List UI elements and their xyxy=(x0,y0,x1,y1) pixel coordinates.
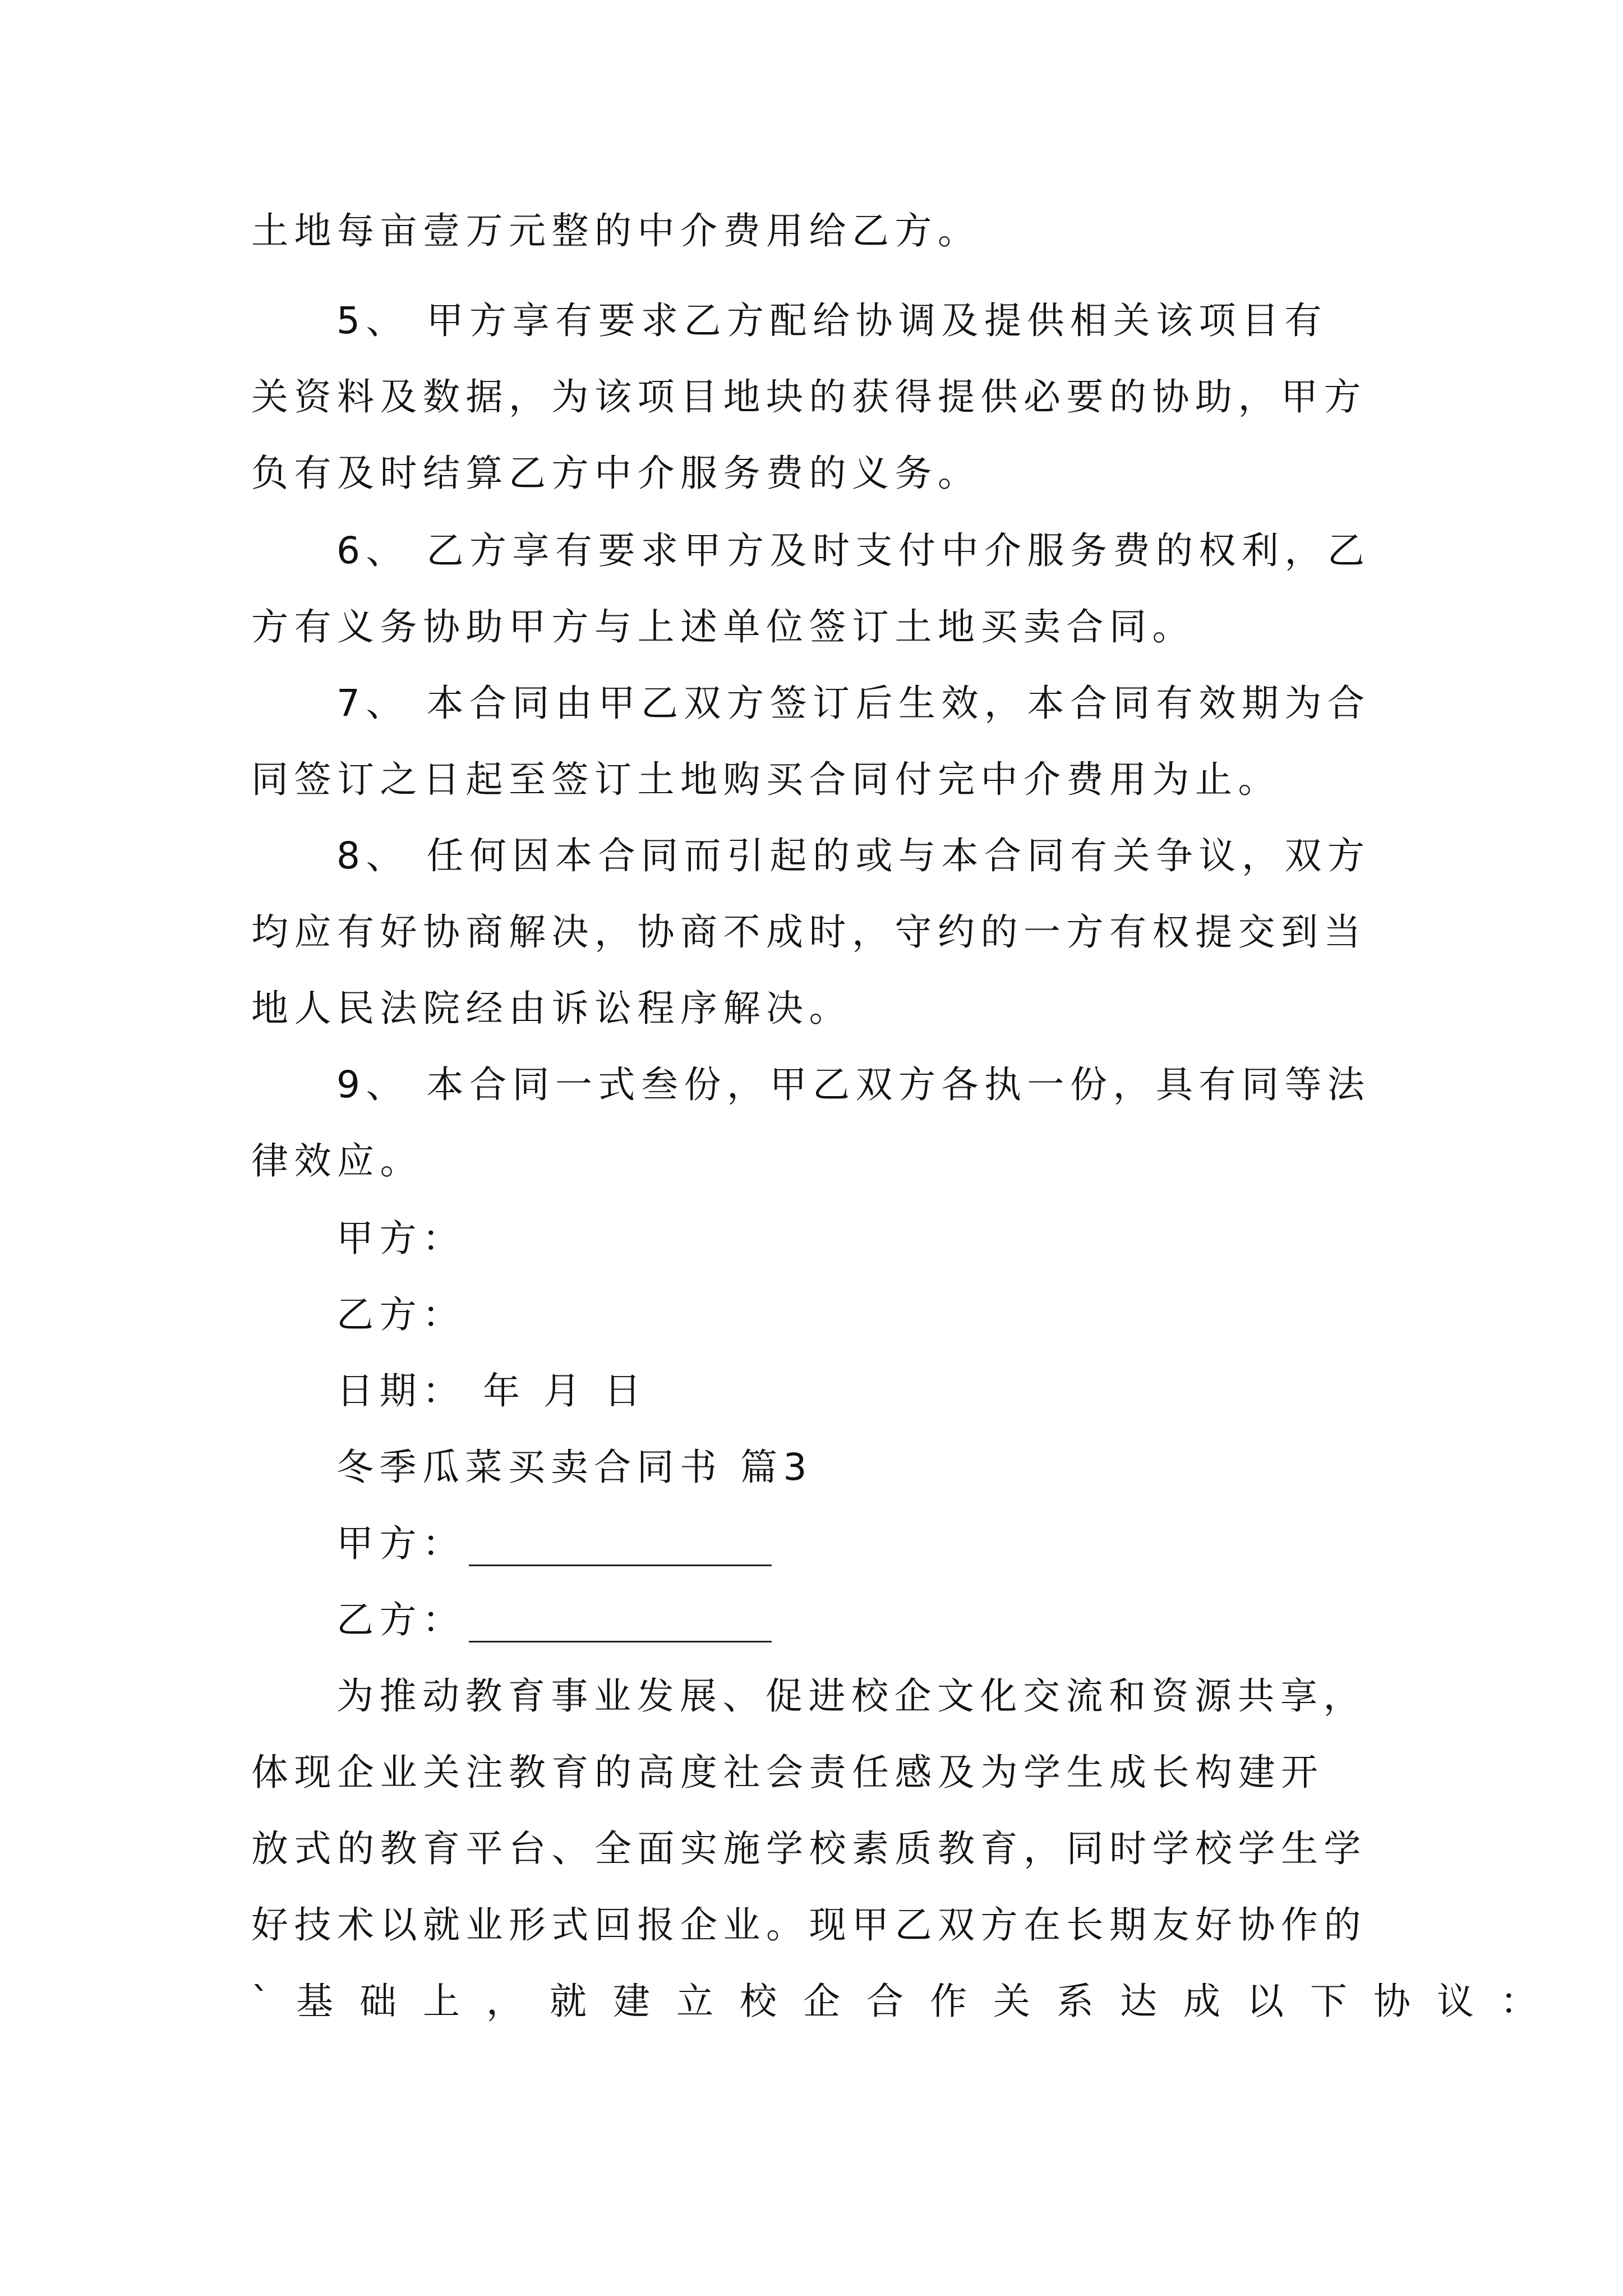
clause-8-line-2: 均应有好协商解决，协商不成时，守约的一方有权提交到当 xyxy=(251,910,1367,954)
paragraph-4-tail: 土地每亩壹万元整的中介费用给乙方。 xyxy=(251,209,981,252)
clause-5-line-1: 5、 甲方享有要求乙方配给协调及提供相关该项目有 xyxy=(336,299,1327,342)
clause-9-line-1: 9、 本合同一式叁份，甲乙双方各执一份，具有同等法 xyxy=(336,1063,1371,1106)
intro-line-1: 为推动教育事业发展、促进校企文化交流和资源共享， xyxy=(336,1674,1366,1718)
section-title: 冬季瓜菜买卖合同书 篇3 xyxy=(336,1446,813,1489)
intro-line-3: 放式的教育平台、全面实施学校素质教育，同时学校学生学 xyxy=(251,1827,1367,1870)
clause-9-line-2: 律效应。 xyxy=(251,1139,423,1182)
signature-party-a: 甲方： xyxy=(336,1217,465,1260)
party-a-label: 甲方： xyxy=(336,1522,465,1565)
clause-8-line-1: 8、 任何因本合同而引起的或与本合同有关争议，双方 xyxy=(336,834,1371,877)
party-b-field xyxy=(336,1598,772,1642)
party-a-blank-line xyxy=(469,1531,772,1566)
signature-date: 日期： 年 月 日 xyxy=(336,1369,647,1412)
clause-8-line-3: 地人民法院经由诉讼程序解决。 xyxy=(251,987,852,1030)
clause-6-line-2: 方有义务协助甲方与上述单位签订土地买卖合同。 xyxy=(251,605,1195,648)
intro-line-5: `基础上，就建立校企合作关系达成以下协议： xyxy=(251,1980,1564,2023)
signature-party-b: 乙方： xyxy=(336,1293,465,1336)
clause-5-line-3: 负有及时结算乙方中介服务费的义务。 xyxy=(251,452,981,495)
clause-7-line-2: 同签订之日起至签订土地购买合同付完中介费用为止。 xyxy=(251,758,1281,801)
clause-6-line-1: 6、 乙方享有要求甲方及时支付中介服务费的权利，乙 xyxy=(336,529,1371,572)
party-b-blank-line xyxy=(469,1607,772,1642)
intro-line-4: 好技术以就业形式回报企业。现甲乙双方在长期友好协作的 xyxy=(251,1903,1367,1947)
clause-7-line-1: 7、 本合同由甲乙双方签订后生效，本合同有效期为合 xyxy=(336,682,1371,725)
intro-line-2: 体现企业关注教育的高度社会责任感及为学生成长构建开 xyxy=(251,1751,1324,1794)
party-b-label: 乙方： xyxy=(336,1598,465,1641)
party-a-field xyxy=(336,1521,772,1566)
clause-5-line-2: 关资料及数据，为该项目地块的获得提供必要的协助，甲方 xyxy=(251,375,1367,418)
